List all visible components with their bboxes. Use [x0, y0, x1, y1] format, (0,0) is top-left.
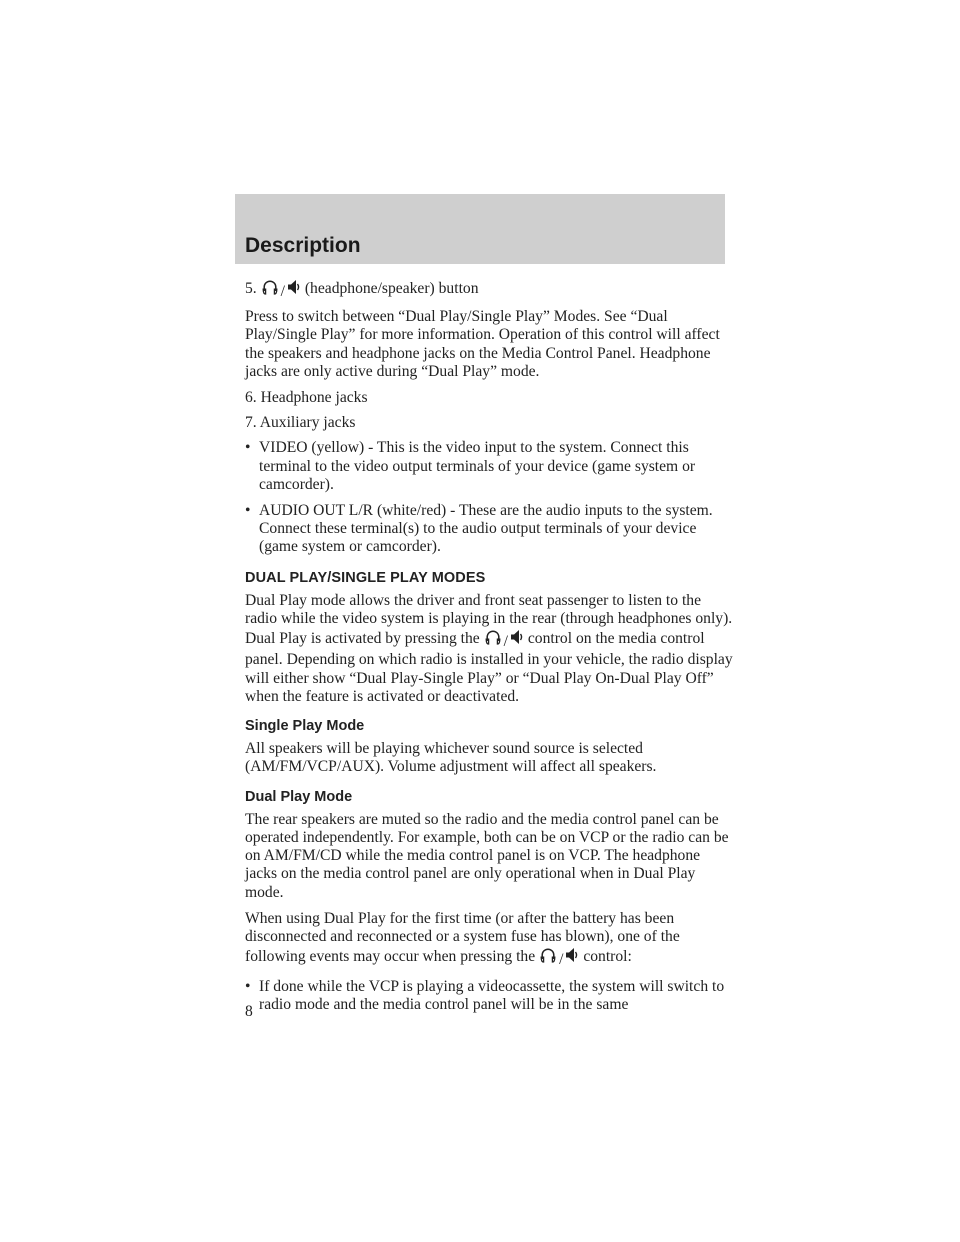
item-6: 6. Headphone jacks	[245, 389, 368, 407]
list-item: • AUDIO OUT L/R (white/red) - These are the audio inputs to the system. Connect these terminal(s) to the audio output terminals of your device (game system or camcorder).	[245, 502, 713, 556]
headphone-icon	[261, 278, 279, 296]
single-play-paragraph: All speakers will be playing whichever sound source is selected (AM/FM/VCP/AUX). Volume adjustment will affect all speakers.	[245, 740, 657, 776]
dual-single-paragraph: Dual Play mode allows the driver and front seat passenger to listen to the radio while the video system is playing in the rear (through headphones only). Dual Play is activated by pressing the / control on the media control panel. Depending on which radio is installed in your vehicle, the radio display will either show “Dual Play-Single Play” or “Dual Play On-Dual Play Off” when the feature is activated or deactivated.	[245, 591, 733, 705]
headphone-icon	[539, 946, 557, 964]
subheading-single-play: Single Play Mode	[245, 718, 365, 735]
speaker-icon	[510, 628, 524, 646]
list-item: • VIDEO (yellow) - This is the video input to the system. Connect this terminal to the video output terminals of your device (game system or camcorder).	[245, 439, 696, 493]
item-5: 5. / (headphone/speaker) button	[245, 280, 479, 300]
dual-play-first-time-paragraph: When using Dual Play for the first time (or after the battery has been disconnected and reconnected or a system fuse has blown), one of the following events may occur when pressing the / control:	[245, 909, 680, 969]
page-content	[245, 278, 735, 1022]
headphone-icon	[484, 628, 502, 646]
speaker-icon	[287, 278, 301, 296]
section-heading-dual-single: DUAL PLAY/SINGLE PLAY MODES	[245, 569, 486, 586]
header-band	[235, 194, 725, 264]
subheading-dual-play: Dual Play Mode	[245, 788, 353, 805]
page-title: Description	[245, 234, 361, 257]
headphone-speaker-icon-pair: /	[261, 278, 301, 301]
item-7: 7. Auxiliary jacks	[245, 414, 356, 432]
page-number: 8	[245, 1003, 253, 1020]
headphone-speaker-icon-pair: /	[484, 628, 524, 651]
item-5-description: Press to switch between “Dual Play/Single Play” Modes. See “Dual Play/Single Play” for more information. Operation of this control will affect the speakers and headphone jacks on the Media Control Panel. Headphone jacks are only active during “Dual Play” mode.	[245, 308, 720, 380]
speaker-icon	[565, 946, 579, 964]
list-item: • If done while the VCP is playing a videocassette, the system will switch to radio mode and the media control panel will be in the same	[245, 977, 725, 1013]
headphone-speaker-icon-pair: /	[539, 946, 579, 969]
dual-play-paragraph: The rear speakers are muted so the radio and the media control panel can be operated independently. For example, both can be on VCP or the radio can be on AM/FM/CD while the media control panel is on VCP. The headphone jacks on the media control panel are only operational when in Dual Play mode.	[245, 810, 729, 901]
